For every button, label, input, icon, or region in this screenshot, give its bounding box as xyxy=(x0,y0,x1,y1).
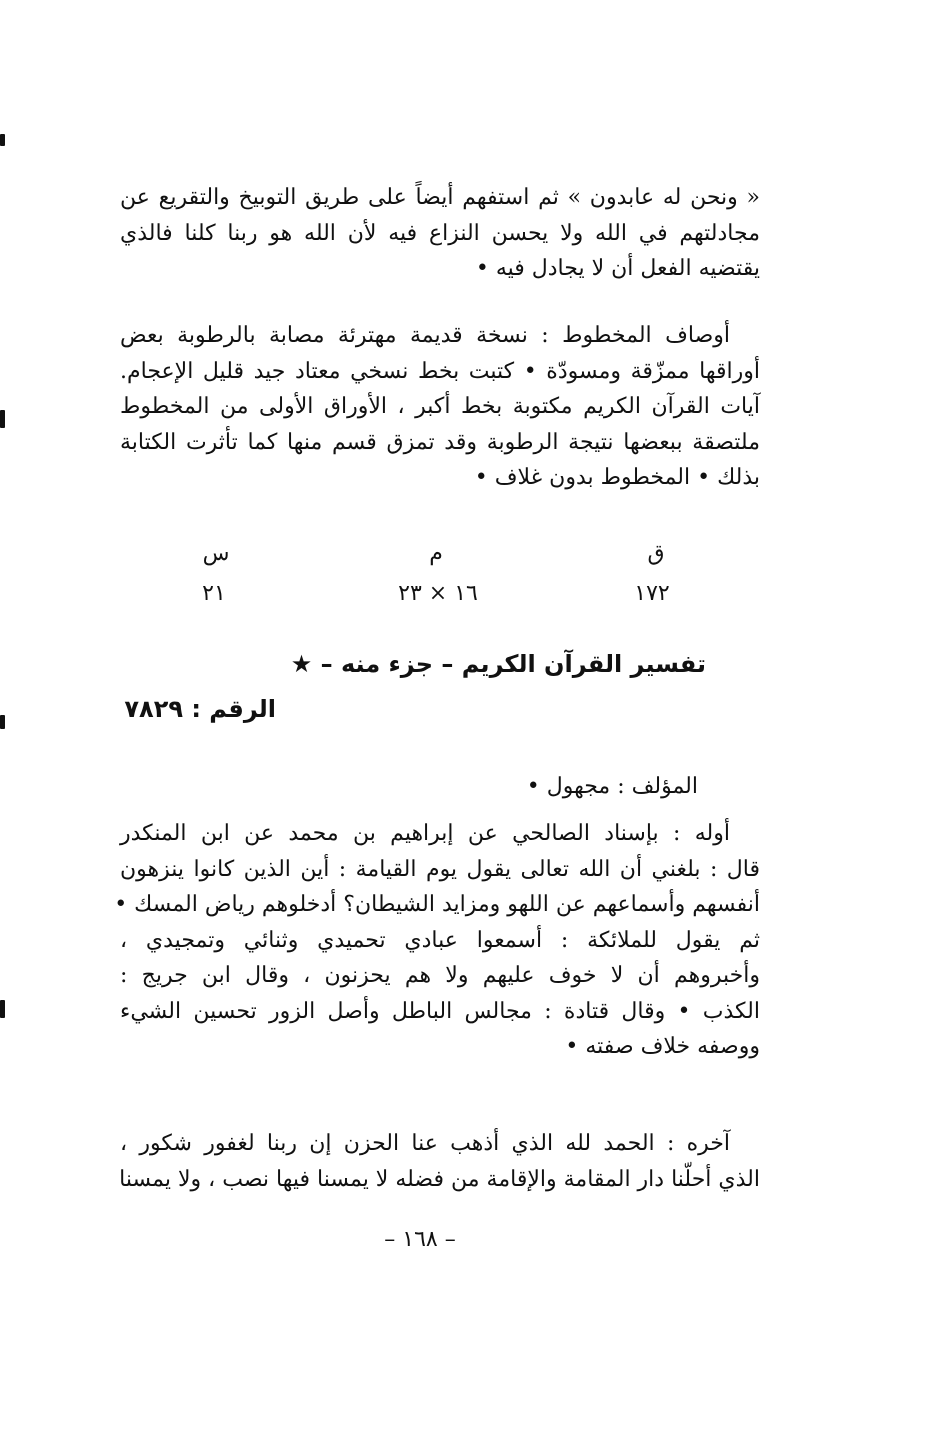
scan-edge-mark xyxy=(0,715,5,729)
text-line: وأخبروهم أن لا خوف عليهم ولا هم يحزنون ، وقال ابن جريج : xyxy=(120,963,760,988)
text-line: قال : بلغني أن الله تعالى يقول يوم القيامة : أين الذين كانوا ينزهون xyxy=(120,856,760,882)
dimensions-values-row xyxy=(190,578,690,610)
text-line: مجادلتهم في الله ولا يحسن النزاع فيه لأن الله هو ربنا كلنا فالذي xyxy=(120,220,760,246)
text-line: آخره : الحمد لله الذي أذهب عنا الحزن إن ربنا لغفور شكور ، xyxy=(120,1131,730,1156)
text-line: يقتضيه الفعل أن لا يجادل فيه • xyxy=(475,256,760,281)
size-value: ١٦ × ٢٣ xyxy=(398,581,478,606)
text-line: ثم يقول للملائكة : أسمعوا عبادي تحميدي وثنائي وتمجيدي ، xyxy=(120,927,760,953)
size-label: م xyxy=(429,541,443,566)
scan-edge-mark xyxy=(0,410,5,428)
text-line: أنفسهم وأسماعهم عن اللهو ومزايد الشيطان؟ أدخلوهم رياض المسك • xyxy=(114,892,760,917)
manuscript-description-paragraph xyxy=(120,318,760,496)
text-line: أوله : بإسناد الصالحي عن إبراهيم بن محمد عن ابن المنكدر xyxy=(120,821,730,846)
text-line: أوصاف المخطوط : نسخة قديمة مهترئة مصابة بالرطوبة بعض xyxy=(120,323,730,348)
text-line: الكذب • وقال قتادة : مجالس الباطل وأصل الزور تحسين الشيء xyxy=(120,998,760,1024)
page-number: – ١٦٨ – xyxy=(384,1227,456,1252)
entry-title: تفسير القرآن الكريم – جزء منه – ★ xyxy=(290,650,706,678)
pages-value: ١٧٢ xyxy=(634,581,670,606)
scan-edge-mark xyxy=(0,134,5,146)
text-line: الذي أحلّنا دار المقامة والإقامة من فضله لا يمسنا فيها نصب ، ولا يمسنا xyxy=(119,1166,760,1192)
text-line: « ونحن له عابدون » ثم استفهم أيضاً على طريق التوبيخ والتقريع عن xyxy=(120,185,760,210)
entry-number: الرقم : ٧٨٢٩ xyxy=(124,695,276,723)
entry-author: المؤلف : مجهول • xyxy=(526,774,698,799)
explicit-paragraph xyxy=(120,1126,760,1197)
continuation-paragraph xyxy=(120,180,760,287)
text-line: آيات القرآن الكريم مكتوبة بخط أكبر ، الأوراق الأولى من المخطوط xyxy=(120,394,760,419)
lines-label: س xyxy=(202,541,230,566)
scan-edge-mark xyxy=(0,1000,5,1018)
dimensions-labels-row xyxy=(190,538,690,570)
text-line: بذلك • المخطوط بدون غلاف • xyxy=(474,465,760,490)
lines-value: ٢١ xyxy=(202,581,226,606)
text-line: ووصفه خلاف صفته • xyxy=(565,1034,760,1059)
text-line: أوراقها ممزّقة ومسودّة • كتبت بخط نسخي معتاد جيد قليل الإعجام. xyxy=(120,358,760,384)
text-line: ملتصقة ببعضها نتيجة الرطوبة وقد تمزق قسم منها كما تأثرت الكتابة xyxy=(120,429,760,455)
pages-label: ق xyxy=(647,541,665,566)
incipit-paragraph xyxy=(114,816,760,1065)
